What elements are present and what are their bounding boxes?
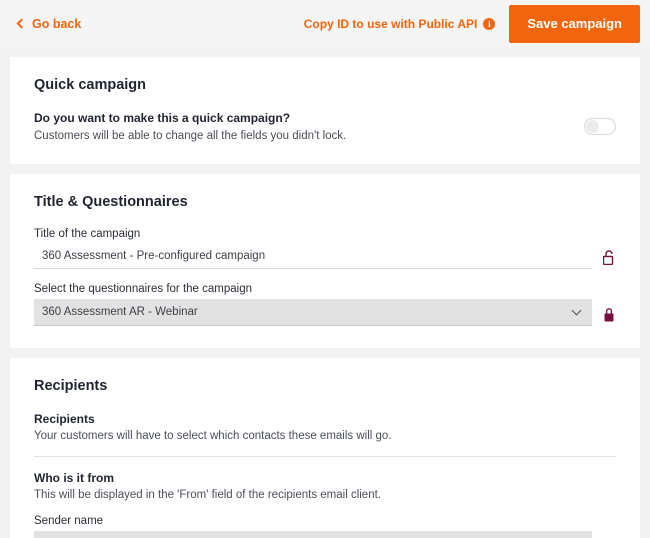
top-bar-actions [304,0,650,47]
questionnaire-main [34,283,592,326]
questionnaire-select[interactable] [34,299,592,326]
top-bar [0,0,650,47]
title-questionnaires-title: Title & Questionnaires [34,194,188,210]
copy-id-button[interactable] [304,17,496,31]
quick-campaign-card [10,57,640,164]
locked-padlock-icon [603,307,616,322]
sender-name-row [34,515,616,538]
go-back-button[interactable] [16,17,81,31]
quick-campaign-text-block [34,111,346,142]
campaign-title-input[interactable] [34,244,592,269]
campaign-title-unlock-icon[interactable] [592,250,616,269]
save-campaign-button[interactable]: Save campaign [509,5,640,43]
sender-name-field [34,515,616,538]
quick-campaign-row [34,111,616,142]
questionnaire-row [34,283,616,326]
recipients-subheading: Recipients [34,412,95,426]
recipients-divider [34,456,616,457]
info-icon[interactable]: i [483,18,495,30]
quick-campaign-title: Quick campaign [34,77,147,93]
quick-campaign-question: Do you want to make this a quick campaign? [34,111,291,125]
chevron-down-icon [572,306,582,316]
campaign-title-label: Title of the campaign [34,228,141,240]
chevron-left-icon [17,19,27,29]
unlocked-padlock-icon [603,250,616,265]
campaign-title-row [34,228,616,269]
recipients-title: Recipients [34,378,108,394]
quick-campaign-toggle[interactable] [584,118,616,135]
campaign-title-main [34,228,592,269]
questionnaire-lock-icon[interactable] [592,307,616,326]
quick-campaign-description: Customers will be able to change all the fields you didn't lock. [34,130,347,142]
title-questionnaires-card [10,174,640,348]
toggle-knob [586,120,599,133]
sender-name-input[interactable] [34,531,592,538]
questionnaire-field [34,283,616,326]
questionnaire-selected-value: 360 Assessment AR - Webinar [42,306,198,318]
who-is-it-from-text: This will be displayed in the 'From' field of the recipients email client. [34,489,381,501]
sender-name-main [34,515,592,538]
campaign-title-field [34,228,616,269]
who-is-it-from-heading: Who is it from [34,471,114,485]
copy-id-label: Copy ID to use with Public API [303,16,478,31]
go-back-label: Go back [32,16,82,31]
content-scroll-area[interactable] [0,47,650,538]
questionnaire-label: Select the questionnaires for the campaign [34,283,252,295]
recipients-card [10,358,640,538]
recipients-subtext: Your customers will have to select which contacts these emails will go. [34,430,392,442]
sender-name-label: Sender name [34,515,104,527]
